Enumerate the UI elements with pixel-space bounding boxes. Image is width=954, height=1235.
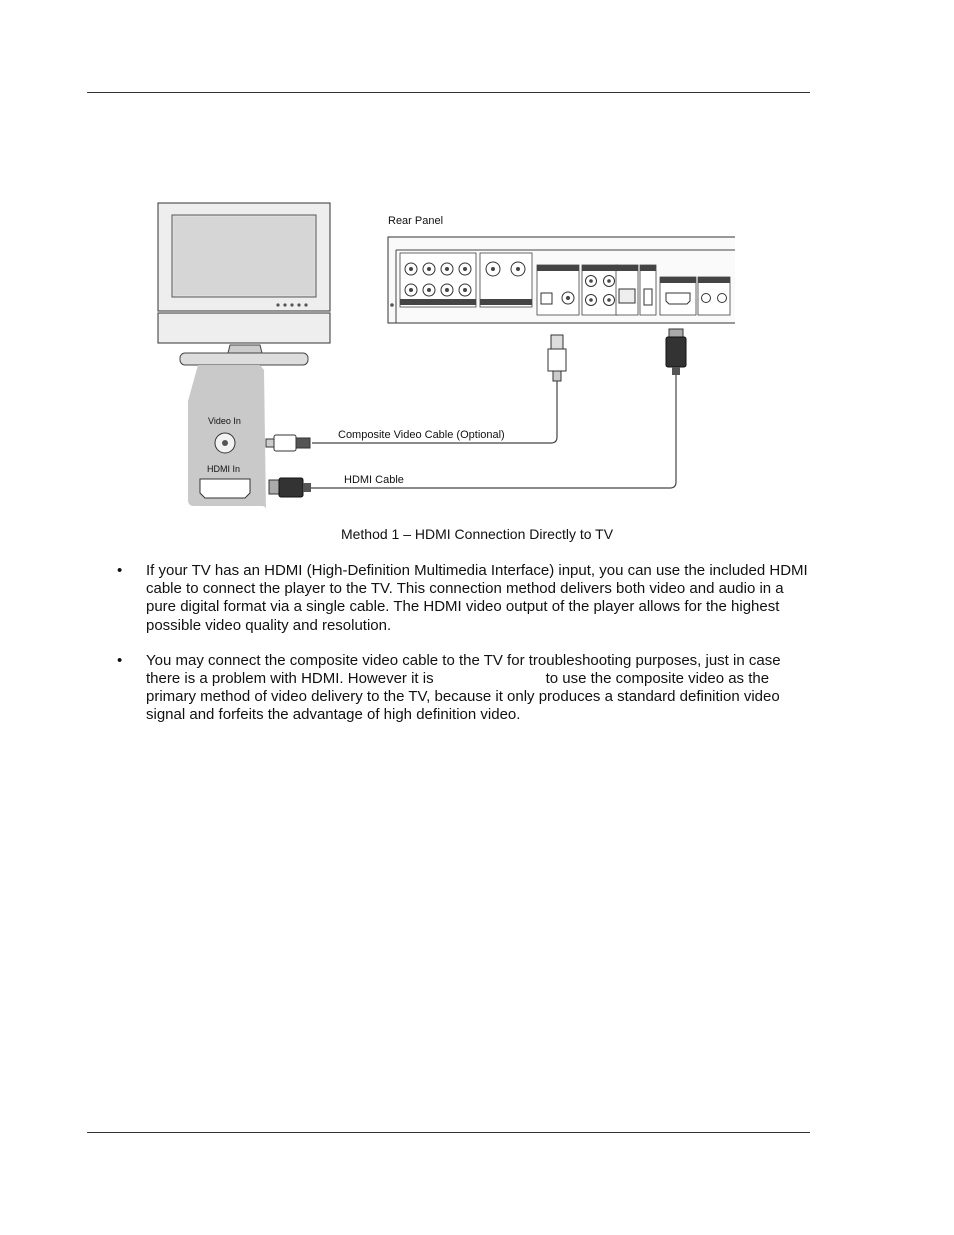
- header-rule: [87, 92, 810, 93]
- bullet-text-after: to use the composite video as the primary method of video delivery to the TV, because it only produces a standard definition video signal and forfeits the advantage of high definition video.: [146, 670, 780, 724]
- bullet-text-before: You may connect the composite video cable to the TV for troubleshooting purposes, just in case there is a problem with HDMI. However it is: [146, 651, 781, 688]
- rear-panel-label: Rear Panel: [388, 215, 444, 227]
- bullet-marker: •: [117, 562, 123, 579]
- hdmi-connection-diagram: [150, 195, 750, 515]
- video-in-label: Video In: [208, 416, 241, 426]
- bullet-marker: •: [117, 651, 123, 669]
- composite-plug-icon: [548, 335, 566, 381]
- hdmi-in-port-icon: [200, 479, 250, 498]
- footer-rule: [87, 1132, 810, 1133]
- list-item: [117, 562, 817, 635]
- tv-input-panel: [188, 365, 266, 510]
- composite-cable-label: Composite Video Cable (Optional): [338, 429, 505, 441]
- tv-composite-plug-icon: [266, 435, 310, 451]
- bullet-text: If your TV has an HDMI (High-Definition Multimedia Interface) input, you can use the included HDMI cable to connect the player to the TV. This connection method delivers both video and audio in a pure digital format via a single cable. The HDMI video output of the player allows for the highest possible video quality and resolution.: [146, 562, 808, 634]
- figure-caption: Method 1 – HDMI Connection Directly to TV: [340, 526, 614, 542]
- tv-hdmi-plug-icon: [269, 478, 311, 497]
- hdmi-in-label: HDMI In: [207, 464, 241, 474]
- hdmi-cable-label: HDMI Cable: [344, 474, 404, 486]
- bullet-list: [117, 562, 817, 742]
- hdmi-plug-icon: [666, 329, 686, 375]
- tv-illustration: [158, 203, 330, 365]
- player-rear-panel: [388, 237, 735, 323]
- list-item: [117, 652, 817, 725]
